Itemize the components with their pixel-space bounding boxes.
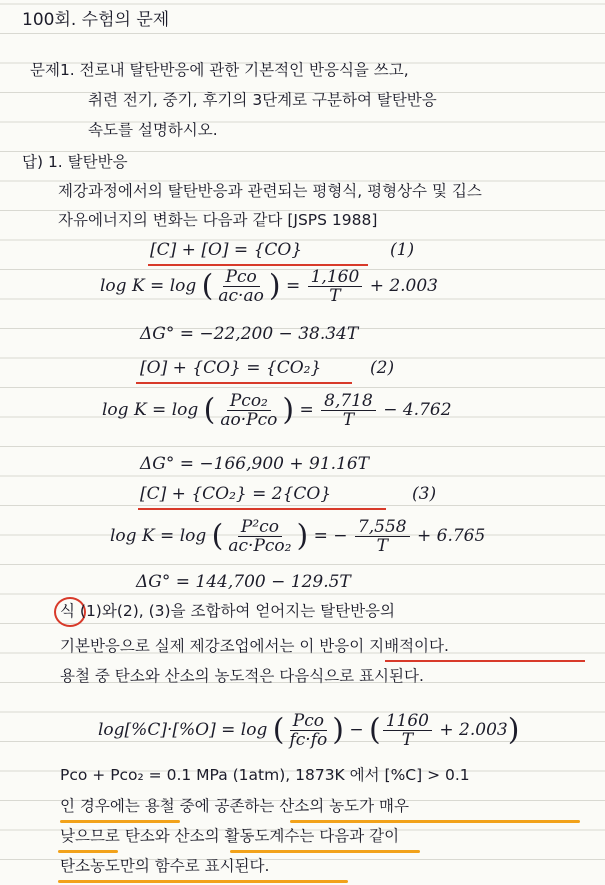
paragraph-2-line-3: 낮으므로 탄소와 산소의 활동도계수는 다음과 같이 [60, 827, 400, 845]
reaction-2-underline [136, 382, 352, 384]
answer-heading: 답) 1. 탈탄반응 [22, 153, 128, 171]
logk-2: log K = log ( $\frac{\text{Pco₂}}{\text{ao·Pco}}$ ) = $\frac{8,718}{T}$ − 4.762 [102, 391, 452, 430]
reaction-3-number: (3) [412, 484, 437, 504]
reaction-2-number: (2) [370, 358, 395, 378]
highlight-b [290, 820, 580, 823]
highlight-d [230, 850, 420, 853]
question-line-3: 속도를 설명하시오. [88, 121, 218, 139]
logk-1: log K = log ( $\frac{\text{Pco}}{ac\cdot ao}$ ) = $\frac{1,160}{T}$ + 2.003 [100, 267, 439, 306]
paragraph-1-underline [385, 660, 585, 662]
question-line-1: 문제1. 전로내 탈탄반응에 관한 기본적인 반응식을 쓰고, [30, 61, 409, 79]
paragraph-2-line-4: 탄소농도만의 함수로 표시된다. [60, 857, 270, 875]
question-line-2: 취련 전기, 중기, 후기의 3단계로 구분하여 탈탄반응 [88, 91, 437, 109]
highlight-a [60, 820, 180, 823]
paragraph-2-line-1: Pco + Pco₂ = 0.1 MPa (1atm), 1873K 에서 [%C] > 0.1 [60, 766, 470, 784]
page-header: 100회. 수험의 문제 [22, 10, 170, 30]
reaction-1: [C] + [O] = {CO} [150, 240, 303, 260]
reaction-3: [C] + {CO₂} = 2{CO} [140, 484, 332, 504]
reaction-1-number: (1) [390, 240, 415, 260]
highlight-e [58, 880, 348, 883]
reaction-1-underline [148, 264, 368, 266]
highlight-c [58, 850, 118, 853]
delta-g-3: ΔG° = 144,700 − 129.5T [136, 572, 351, 592]
answer-intro-2: 자유에너지의 변화는 다음과 같다 [JSPS 1988] [58, 211, 378, 229]
reaction-3-underline [138, 508, 386, 510]
reaction-2: [O] + {CO} = {CO₂} [140, 358, 322, 378]
paragraph-1-line-1: 식 (1)와(2), (3)을 조합하여 얻어지는 탈탄반응의 [60, 602, 395, 620]
paragraph-1-line-2: 기본반응으로 실제 제강조업에서는 이 반응이 지배적이다. [60, 637, 449, 655]
answer-intro-1: 제강과정에서의 탈탄반응과 관련되는 평형식, 평형상수 및 깁스 [58, 182, 482, 200]
delta-g-1: ΔG° = −22,200 − 38.34T [140, 324, 359, 344]
log-concentration-product: log[%C]·[%O] = log ( $\frac{\text{Pco}}{fc\cdot fo}$ ) − ( $\frac{1160}{T}$ + 2.003) [98, 711, 520, 750]
paragraph-1-line-3: 용철 중 탄소와 산소의 농도적은 다음식으로 표시된다. [60, 667, 424, 685]
paragraph-2-line-2: 인 경우에는 용철 중에 공존하는 산소의 농도가 매우 [60, 797, 409, 815]
delta-g-2: ΔG° = −166,900 + 91.16T [140, 454, 370, 474]
logk-3: log K = log ( $\frac{\text{P²co}}{\text{ac·Pco₂}}$ ) = − $\frac{7,558}{T}$ + 6.765 [110, 517, 486, 556]
